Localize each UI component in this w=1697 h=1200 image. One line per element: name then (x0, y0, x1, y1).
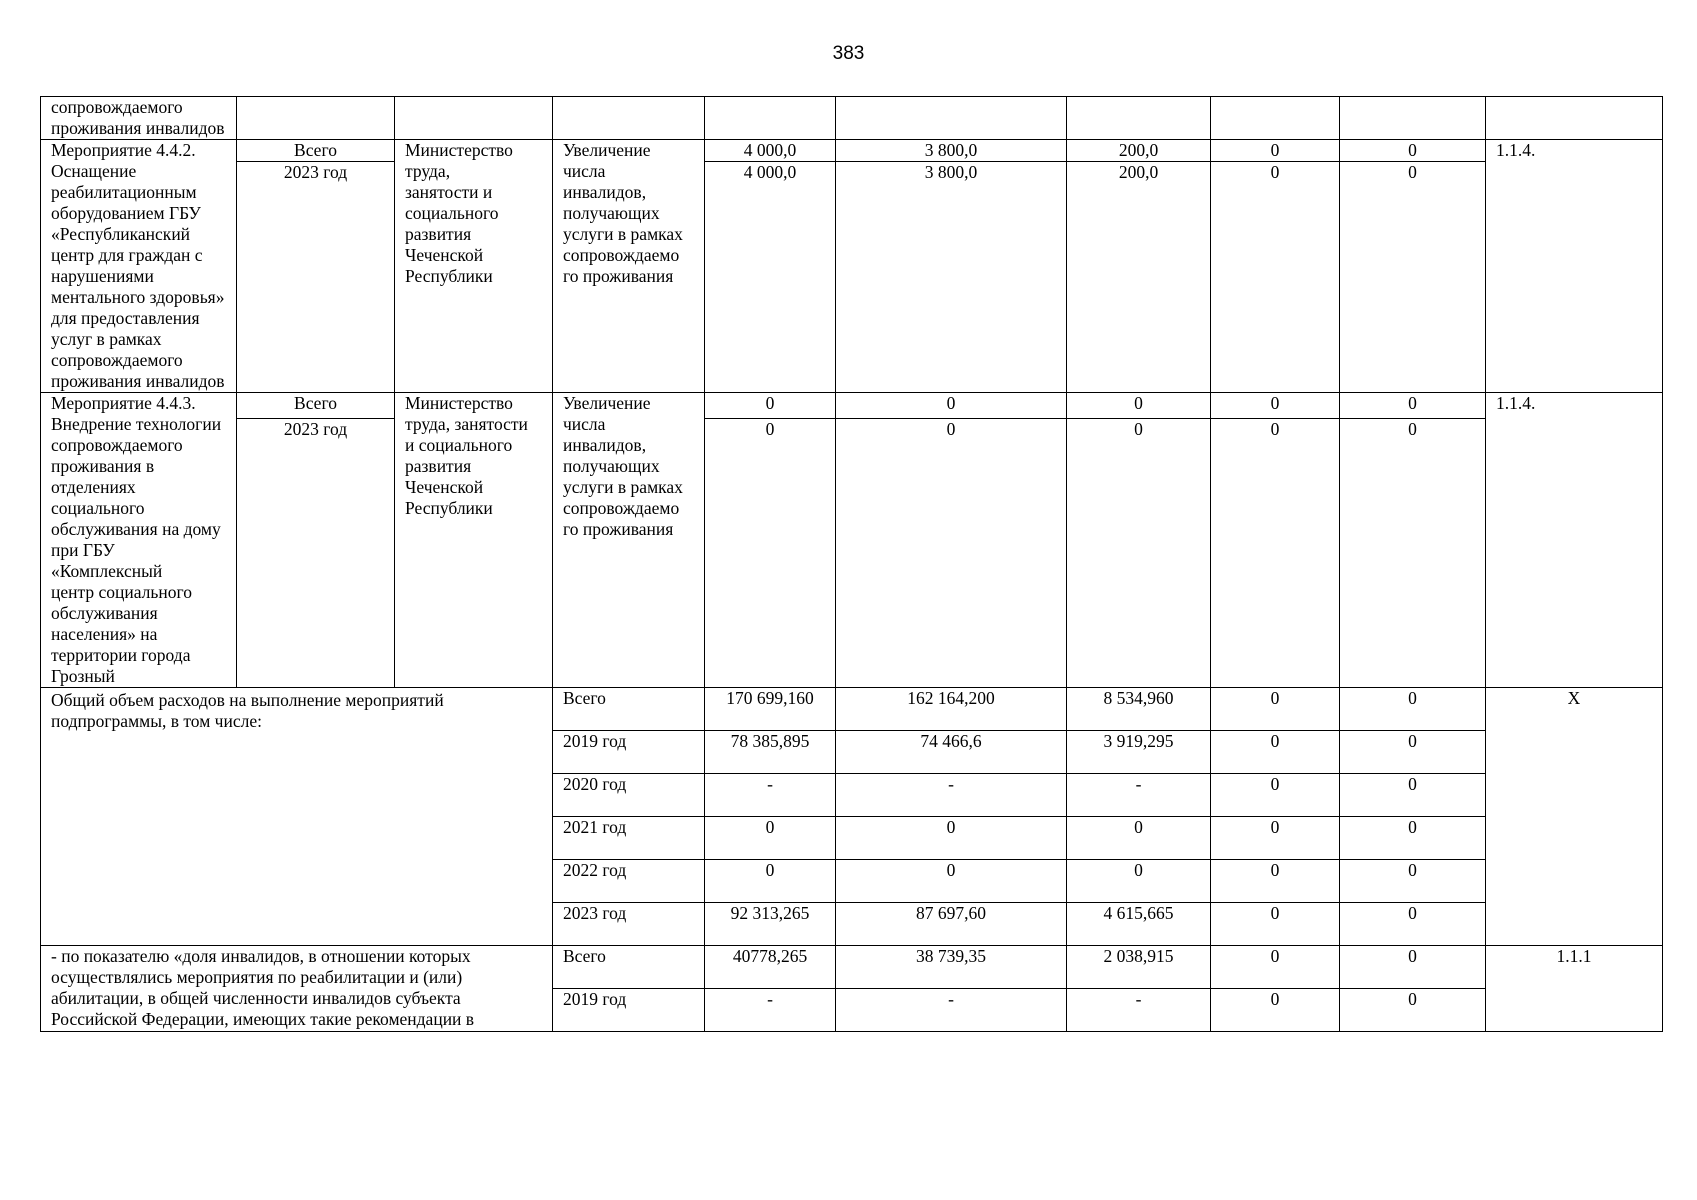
amount-total-cell: 0 (705, 817, 836, 860)
amount-regional-cell: 0 (1067, 817, 1211, 860)
page-number: 383 (832, 43, 865, 64)
amount-regional-cell: 200,0 (1067, 162, 1211, 393)
table-row (41, 393, 1663, 419)
period-cell: Всего (553, 688, 705, 731)
amount-federal-cell: 0 (836, 393, 1067, 419)
amount-federal-cell: 74 466,6 (836, 731, 1067, 774)
period-cell: Всего (553, 946, 705, 989)
amount-regional-cell: 0 (1067, 860, 1211, 903)
result-cell: Увеличение числа инвалидов, получающих услуги в рамках сопровождаемо го проживания (553, 140, 705, 393)
amount-federal-cell: 3 800,0 (836, 162, 1067, 393)
amount-federal-cell: - (836, 774, 1067, 817)
amount-federal-cell: 0 (836, 817, 1067, 860)
event-cell: сопровождаемого проживания инвалидов (41, 97, 237, 140)
amount-regional-cell: 0 (1067, 393, 1211, 419)
amount-local-cell: 0 (1211, 162, 1340, 393)
period-cell: 2023 год (237, 418, 395, 687)
indicator-cell: 1.1.1 (1486, 946, 1663, 1032)
table-row (41, 162, 1663, 393)
amount-local-cell: 0 (1211, 418, 1340, 687)
amount-regional-cell: 200,0 (1067, 140, 1211, 162)
amount-total-cell: 78 385,895 (705, 731, 836, 774)
table-row (41, 688, 1663, 731)
amount-regional-cell: 4 615,665 (1067, 903, 1211, 946)
amount-regional-cell: - (1067, 774, 1211, 817)
amount-other-cell: 0 (1340, 393, 1486, 419)
amount-total-cell: - (705, 774, 836, 817)
amount-local-cell: 0 (1211, 989, 1340, 1032)
table-row (41, 140, 1663, 162)
amount-federal-cell: 162 164,200 (836, 688, 1067, 731)
amount-total-cell: 92 313,265 (705, 903, 836, 946)
table-row (41, 418, 1663, 687)
period-cell: 2021 год (553, 817, 705, 860)
event-cell: Мероприятие 4.4.3. Внедрение технологии сопровождаемого проживания в отделениях социального обслуживания на дому при ГБУ «Комплексный центр социального обслуживания населения» на территории города Грозный (41, 393, 237, 688)
amount-total-cell: - (705, 989, 836, 1032)
amount-regional-cell: 3 919,295 (1067, 731, 1211, 774)
amount-federal-cell: 0 (836, 860, 1067, 903)
amount-other-cell: 0 (1340, 860, 1486, 903)
budget-table (40, 96, 1663, 1032)
amount-other-cell: 0 (1340, 140, 1486, 162)
period-cell: 2023 год (237, 162, 395, 393)
amount-federal-cell: 38 739,35 (836, 946, 1067, 989)
amount-total-cell: 0 (705, 393, 836, 419)
amount-regional-cell: - (1067, 989, 1211, 1032)
amount-local-cell: 0 (1211, 946, 1340, 989)
amount-other-cell: 0 (1340, 946, 1486, 989)
amount-other-cell: 0 (1340, 731, 1486, 774)
period-cell: 2023 год (553, 903, 705, 946)
period-cell: 2022 год (553, 860, 705, 903)
indicator-label-cell: - по показателю «доля инвалидов, в отношении которых осуществлялись мероприятия по реабилитации и (или) абилитации, в общей численности инвалидов субъекта Российской Федерации, имеющих такие рекомендации в (41, 946, 553, 1032)
amount-local-cell: 0 (1211, 860, 1340, 903)
amount-other-cell: 0 (1340, 774, 1486, 817)
amount-total-cell: 40778,265 (705, 946, 836, 989)
executor-cell: Министерство труда, занятости и социального развития Чеченской Республики (395, 393, 553, 688)
result-cell: Увеличение числа инвалидов, получающих услуги в рамках сопровождаемо го проживания (553, 393, 705, 688)
amount-local-cell: 0 (1211, 731, 1340, 774)
amount-local-cell: 0 (1211, 774, 1340, 817)
period-cell: Всего (237, 393, 395, 419)
amount-other-cell: 0 (1340, 817, 1486, 860)
amount-federal-cell: 3 800,0 (836, 140, 1067, 162)
amount-total-cell: 4 000,0 (705, 162, 836, 393)
amount-federal-cell: 87 697,60 (836, 903, 1067, 946)
amount-regional-cell: 2 038,915 (1067, 946, 1211, 989)
amount-local-cell: 0 (1211, 688, 1340, 731)
event-cell: Мероприятие 4.4.2. Оснащение реабилитационным оборудованием ГБУ «Республиканский центр для граждан с нарушениями ментального здоровья» для предоставления услуг в рамках сопровождаемого проживания инвалидов (41, 140, 237, 393)
period-cell: 2019 год (553, 731, 705, 774)
table-row (41, 97, 1663, 140)
indicator-cell: 1.1.4. (1486, 140, 1663, 393)
amount-federal-cell: 0 (836, 418, 1067, 687)
amount-regional-cell: 8 534,960 (1067, 688, 1211, 731)
amount-other-cell: 0 (1340, 688, 1486, 731)
amount-other-cell: 0 (1340, 903, 1486, 946)
amount-local-cell: 0 (1211, 140, 1340, 162)
amount-local-cell: 0 (1211, 903, 1340, 946)
period-cell: Всего (237, 140, 395, 162)
amount-regional-cell: 0 (1067, 418, 1211, 687)
amount-federal-cell: - (836, 989, 1067, 1032)
amount-total-cell: 4 000,0 (705, 140, 836, 162)
amount-total-cell: 0 (705, 860, 836, 903)
amount-local-cell: 0 (1211, 393, 1340, 419)
executor-cell: Министерство труда, занятости и социального развития Чеченской Республики (395, 140, 553, 393)
amount-total-cell: 0 (705, 418, 836, 687)
period-cell: 2020 год (553, 774, 705, 817)
amount-other-cell: 0 (1340, 418, 1486, 687)
indicator-cell: X (1486, 688, 1663, 946)
amount-total-cell: 170 699,160 (705, 688, 836, 731)
amount-other-cell: 0 (1340, 989, 1486, 1032)
period-cell: 2019 год (553, 989, 705, 1032)
amount-other-cell: 0 (1340, 162, 1486, 393)
table-row (41, 946, 1663, 989)
amount-local-cell: 0 (1211, 817, 1340, 860)
indicator-cell: 1.1.4. (1486, 393, 1663, 688)
total-label-cell: Общий объем расходов на выполнение мероприятий подпрограммы, в том числе: (41, 688, 553, 946)
